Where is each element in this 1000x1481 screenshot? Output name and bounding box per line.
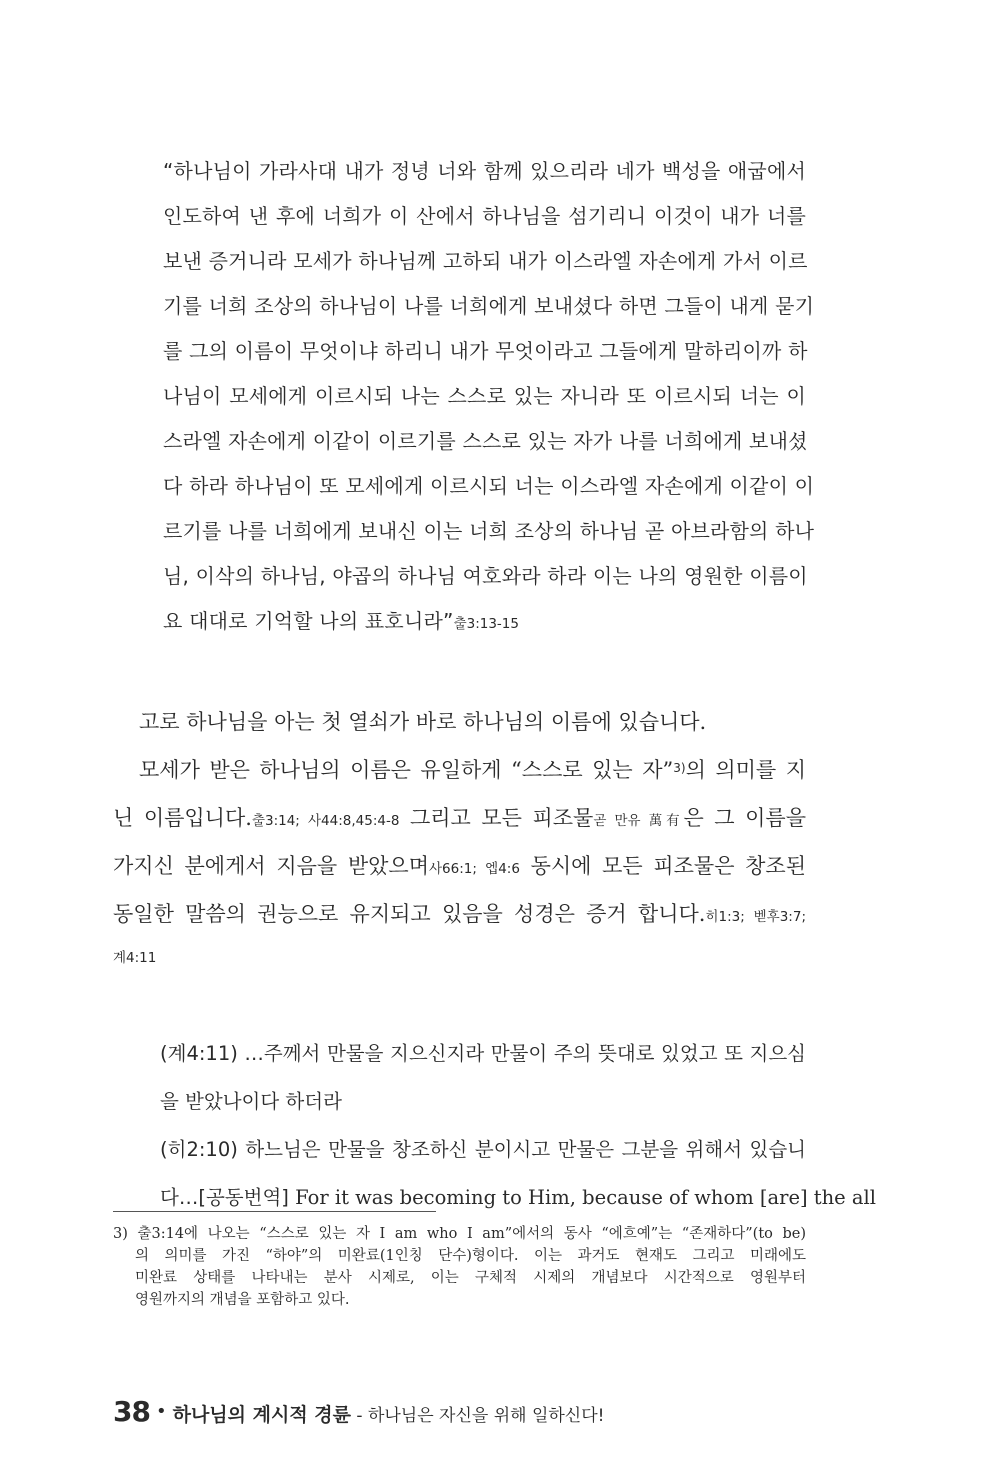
paragraph-text: 동시에 모든 피조물은 창조된 [519,854,806,878]
paragraph-line [113,756,806,784]
quote-line: “하나님이 가라사대 내가 정녕 너와 함께 있으리라 네가 백성을 애굽에서 [163,159,806,183]
paragraph-text: 동일한 말씀의 권능으로 유지되고 있음을 성경은 증거 합니다. [113,902,706,926]
paragraph-line [113,804,806,832]
quote-line: 를 그의 이름이 무엇이냐 하리니 내가 무엇이라고 그들에게 말하리이까 하 [163,339,808,363]
supporting-quotes [160,1041,877,1211]
quote-line: 보낸 증거니라 모세가 하나님께 고하되 내가 이스라엘 자손에게 가서 이르 [163,249,808,273]
body-text [113,708,806,968]
quote-line: (히2:10) 하느님은 만물을 창조하신 분이시고 만물은 그분을 위해서 있습니 [160,1138,806,1161]
footnote-line: 3) 출3:14에 나오는 “스스로 있는 자 I am who I am”에서의 동사 “에흐예”는 “존재하다”(to be) [113,1226,806,1242]
quote-line: 기를 너희 조상의 하나님이 나를 너희에게 보내셨다 하면 그들이 내게 묻기 [163,294,815,318]
footnote-divider [113,1211,436,1212]
book-subtitle: - 하나님은 자신을 위해 일하신다! [351,1406,605,1426]
english-translation: For it was becoming to Him, because of whom [are] the all [295,1186,877,1209]
scripture-reference: 출3:13-15 [453,616,519,632]
footnote-line: 미완료 상태를 나타내는 분사 시제로, 이는 구체적 시제의 개념보다 시간적으로 영원부터 [135,1270,806,1286]
quote-line-text: 요 대대로 기억할 나의 표호니라” [163,609,454,633]
paragraph-line [113,852,806,880]
paragraph-text: 닌 이름입니다. [113,806,252,830]
footnote-line: 영원까지의 개념을 포함하고 있다. [135,1292,350,1308]
bullet-separator: • [155,1401,167,1422]
paragraph-text: 은 그 이름을 [683,806,806,830]
paragraph-text: 가지신 분에게서 지음을 받았으며 [113,854,429,878]
book-title: 하나님의 계시적 경륜 [172,1404,352,1426]
page-number: 38 [113,1395,150,1428]
scripture-citation: 사66:1; 엡4:6 [428,861,520,877]
page-footer [113,1395,604,1428]
quote-line: 님, 이삭의 하나님, 야곱의 하나님 여호와라 하라 이는 나의 영원한 이름이 [163,564,808,588]
scripture-citation: 히1:3; 벧후3:7; [705,909,806,925]
quote-line: 르기를 나를 너희에게 보내신 이는 너희 조상의 하나님 곧 아브라함의 하나 [163,519,815,543]
footnote-line: 의 의미를 가진 “하야”의 미완료(1인칭 단수)형이다. 이는 과거도 현재도 그리고 미래에도 [135,1248,806,1264]
quote-line: 나님이 모세에게 이르시되 나는 스스로 있는 자니라 또 이르시되 너는 이 [163,384,806,408]
quote-line: 인도하여 낸 후에 너희가 이 산에서 하나님을 섬기리니 이것이 내가 너를 [163,204,806,228]
scripture-citation: 계4:11 [113,950,157,966]
footnote [113,1223,806,1311]
paragraph-line: 고로 하나님을 아는 첫 열쇠가 바로 하나님의 이름에 있습니다. [139,710,707,734]
paragraph-line [113,900,806,928]
paragraph-text: 그리고 모든 피조물 [399,806,594,830]
paragraph-text: 의 의미를 지 [685,758,807,782]
scripture-quote-block [163,158,815,634]
quote-text: 다…[공동번역] [160,1186,296,1209]
quote-line: 다 하라 하나님이 또 모세에게 이르시되 너는 이스라엘 자손에게 이같이 이 [163,474,815,498]
scripture-citation: 출3:14; 사44:8,45:4-8 [251,813,400,829]
quote-line-last [163,608,806,634]
footnote-marker[interactable]: 3) [673,761,686,775]
quote-line: (계4:11) …주께서 만물을 지으신지라 만물이 주의 뜻대로 있었고 또 지으심 [160,1042,806,1065]
paragraph-text: 모세가 받은 하나님의 이름은 유일하게 “스스로 있는 자” [139,758,674,782]
gloss-note: 곧 만유 萬有 [593,813,684,829]
quote-line [160,1185,877,1211]
quote-line: 을 받았나이다 하더라 [160,1090,342,1113]
quote-line: 스라엘 자손에게 이같이 이르기를 스스로 있는 자가 나를 너희에게 보내셨 [163,429,808,453]
